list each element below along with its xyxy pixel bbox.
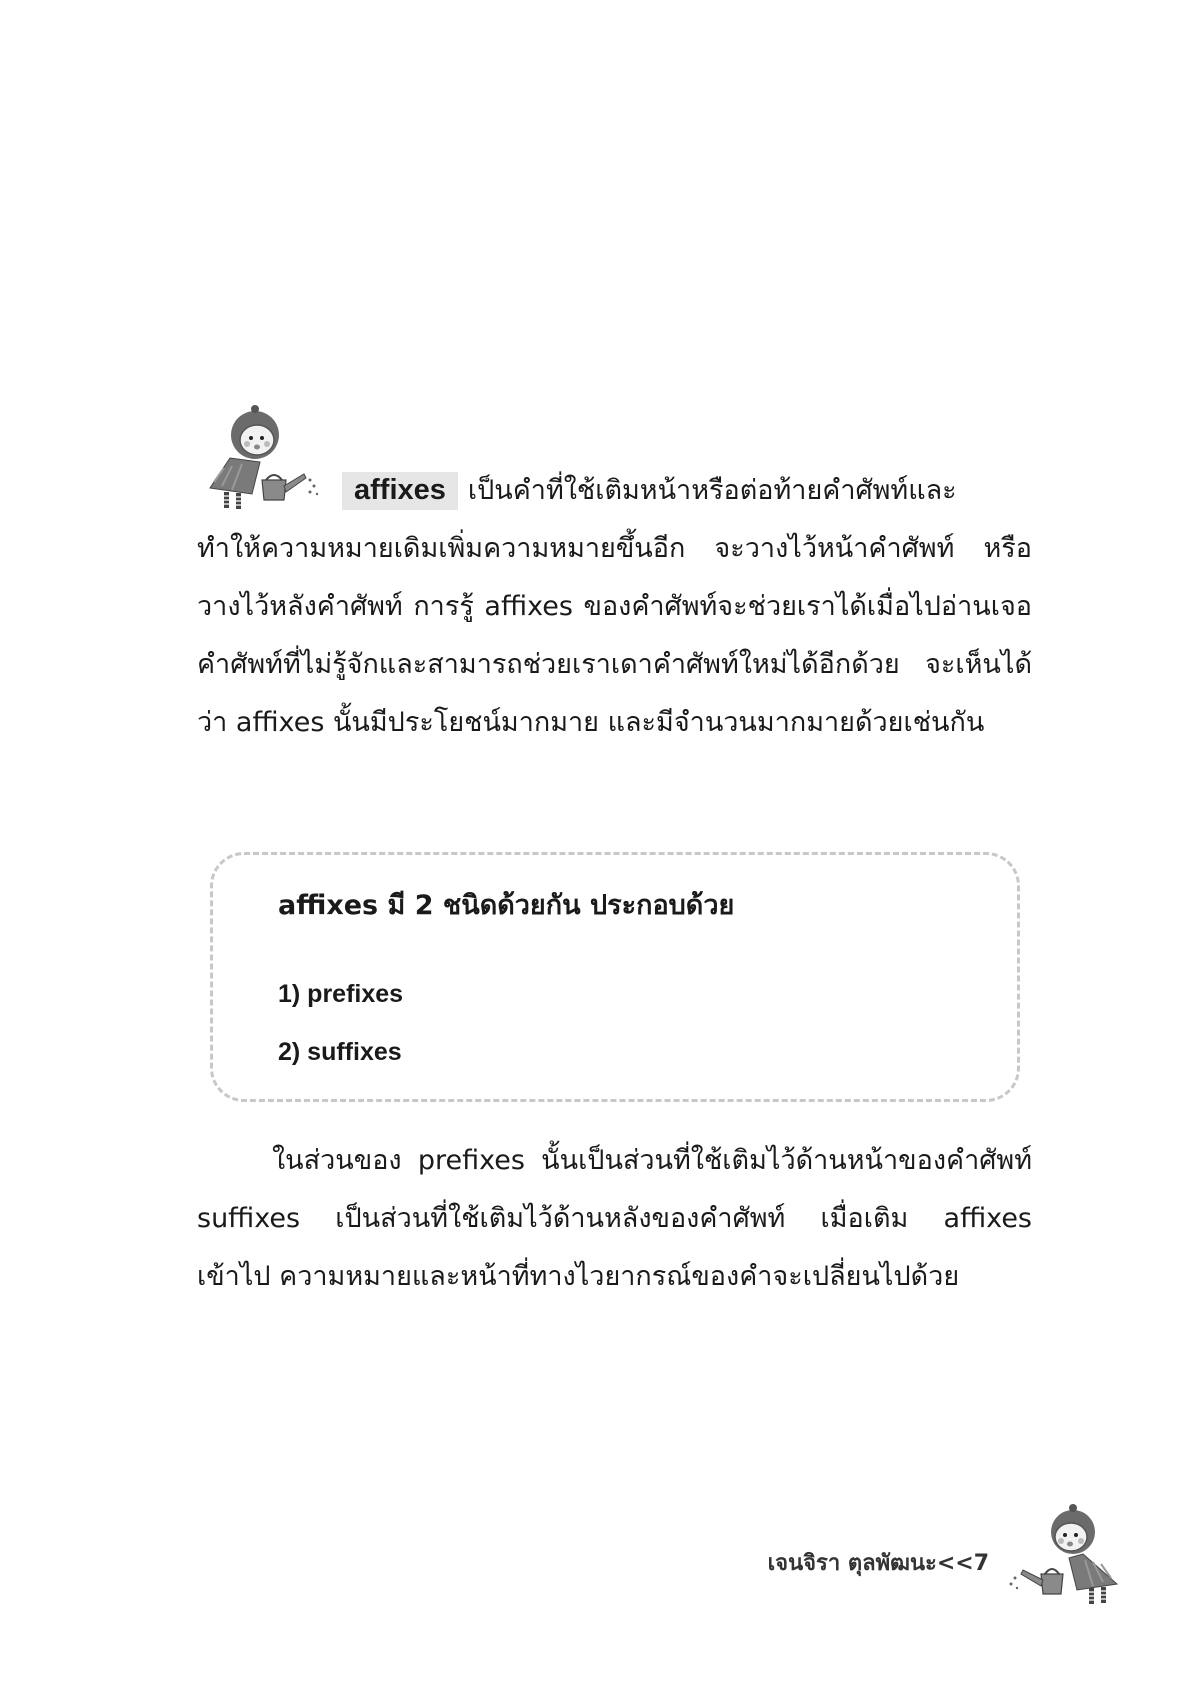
page-footer: เจนจิรา ตุลพัฒนะ<<7 <box>767 1551 989 1576</box>
girl-watering-can-icon <box>1005 1500 1125 1615</box>
intro-body-text: ทำให้ความหมายเดิมเพิ่มความหมายขึ้นอีก จะวางไว้หน้าคำศัพท์ หรือวางไว้หลังคำศัพท์ การรู้ affixes ของคำศัพท์จะช่วยเราได้เมื่อไปอ่านเจอคำศัพท์ที่ไม่รู้จักและสามารถช่วยเราเดาคำศัพท์ใหม่ได้อีกด้วย จะเห็นได้ว่า affixes นั้นมีประโยชน์มากมาย และมีจำนวนมากมายด้วยเช่นกัน <box>197 533 1032 738</box>
prefix-suffix-text: ในส่วนของ prefixes นั้นเป็นส่วนที่ใช้เติมไว้ด้านหน้าของคำศัพท์ suffixes เป็นส่วนที่ใช้เติมไว้ด้านหลังของคำศัพท์ เมื่อเติม affixes เข้าไป ความหมายและหน้าที่ทางไวยากรณ์ของคำจะเปลี่ยนไปด้วย <box>197 1145 1032 1292</box>
prefix-suffix-paragraph <box>197 1132 1032 1306</box>
intro-first-line-text: เป็นคำที่ใช้เติมหน้าหรือต่อท้ายคำศัพท์และ <box>467 475 957 506</box>
affix-types-list <box>278 965 403 1081</box>
list-item-suffixes: 2) suffixes <box>278 1038 402 1066</box>
list-item-prefixes: 1) prefixes <box>278 980 404 1008</box>
affix-types-box <box>210 852 1020 1102</box>
affixes-highlight: affixes <box>342 472 458 510</box>
intro-first-line <box>197 461 1032 520</box>
intro-paragraph <box>197 461 1032 752</box>
affix-types-title: affixes มี 2 ชนิดด้วยกัน ประกอบด้วย <box>278 890 735 921</box>
